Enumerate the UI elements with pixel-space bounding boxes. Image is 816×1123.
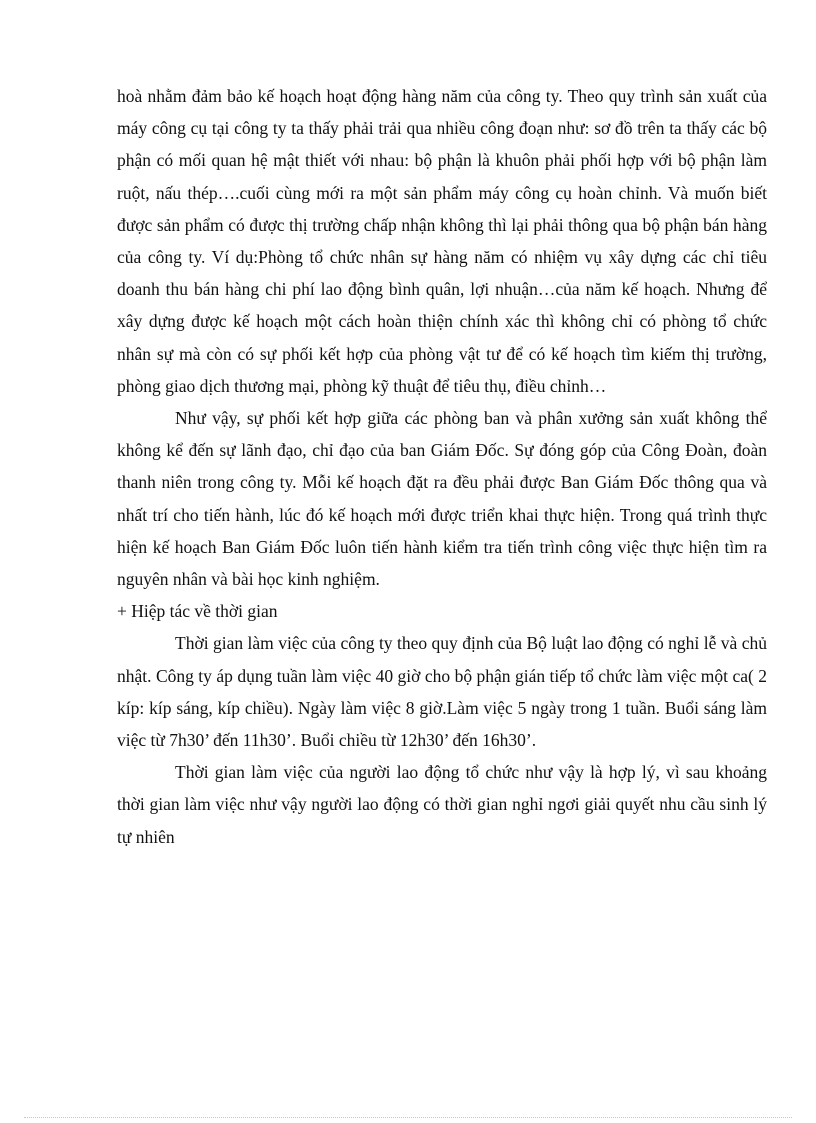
section-heading-time-cooperation: + Hiệp tác về thời gian <box>117 601 278 622</box>
paragraph-board-leadership: Như vậy, sự phối kết hợp giữa các phòng ban và phân xưởng sản xuất không thể không kể đến sự lãnh đạo, chỉ đạo của ban Giám Đốc. Sự đóng góp của Công Đoàn, đoàn thanh niên trong công ty. Mỗi kế hoạch đặt ra đều phải được Ban Giám Đốc thông qua và nhất trí cho tiến hành, lúc đó kế hoạch mới được triển khai thực hiện. Trong quá trình thực hiện kế hoạch Ban Giám Đốc luôn tiến hành kiểm tra tiến trình công việc thực hiện tìm ra nguyên nhân và bài học kinh nghiệm. <box>117 408 767 590</box>
page-bottom-divider <box>24 1117 792 1118</box>
paragraph-cooperation-planning: hoà nhằm đảm bảo kế hoạch hoạt động hàng năm của công ty. Theo quy trình sản xuất của máy công cụ tại công ty ta thấy phải trải qua nhiều công đoạn như: sơ đồ trên ta thấy các bộ phận có mối quan hệ mật thiết với nhau: bộ phận là khuôn phải phối hợp với bộ phận làm ruột, nấu thép….cuối cùng mới ra một sản phẩm máy công cụ hoàn chỉnh. Và muốn biết được sản phẩm có được thị trường chấp nhận không thì lại phải thông qua bộ phận bán hàng của công ty. Ví dụ:Phòng tổ chức nhân sự hàng năm có nhiệm vụ xây dựng các chỉ tiêu doanh thu bán hàng chi phí lao động bình quân, lợi nhuận…của năm kế hoạch. Nhưng để xây dựng được kế hoạch một cách hoàn thiện chính xác thì không chỉ có phòng tổ chức nhân sự mà còn có sự phối kết hợp của phòng vật tư để có kế hoạch tìm kiếm thị trường, phòng giao dịch thương mại, phòng kỹ thuật để tiêu thụ, điều chỉnh… <box>117 86 767 396</box>
paragraph-working-hours: Thời gian làm việc của công ty theo quy định của Bộ luật lao động có nghỉ lễ và chủ nhật. Công ty áp dụng tuần làm việc 40 giờ cho bộ phận gián tiếp tổ chức làm việc một ca( 2 kíp: kíp sáng, kíp chiều). Ngày làm việc 8 giờ.Làm việc 5 ngày trong 1 tuần. Buổi sáng làm việc từ 7h30’ đến 11h30’. Buổi chiều từ 12h30’ đến 16h30’. <box>117 633 767 751</box>
document-body <box>117 80 767 853</box>
paragraph-working-time-rationale: Thời gian làm việc của người lao động tổ chức như vậy là hợp lý, vì sau khoảng thời gian làm việc như vậy người lao động có thời gian nghỉ ngơi giải quyết nhu cầu sinh lý tự nhiên <box>117 762 767 847</box>
